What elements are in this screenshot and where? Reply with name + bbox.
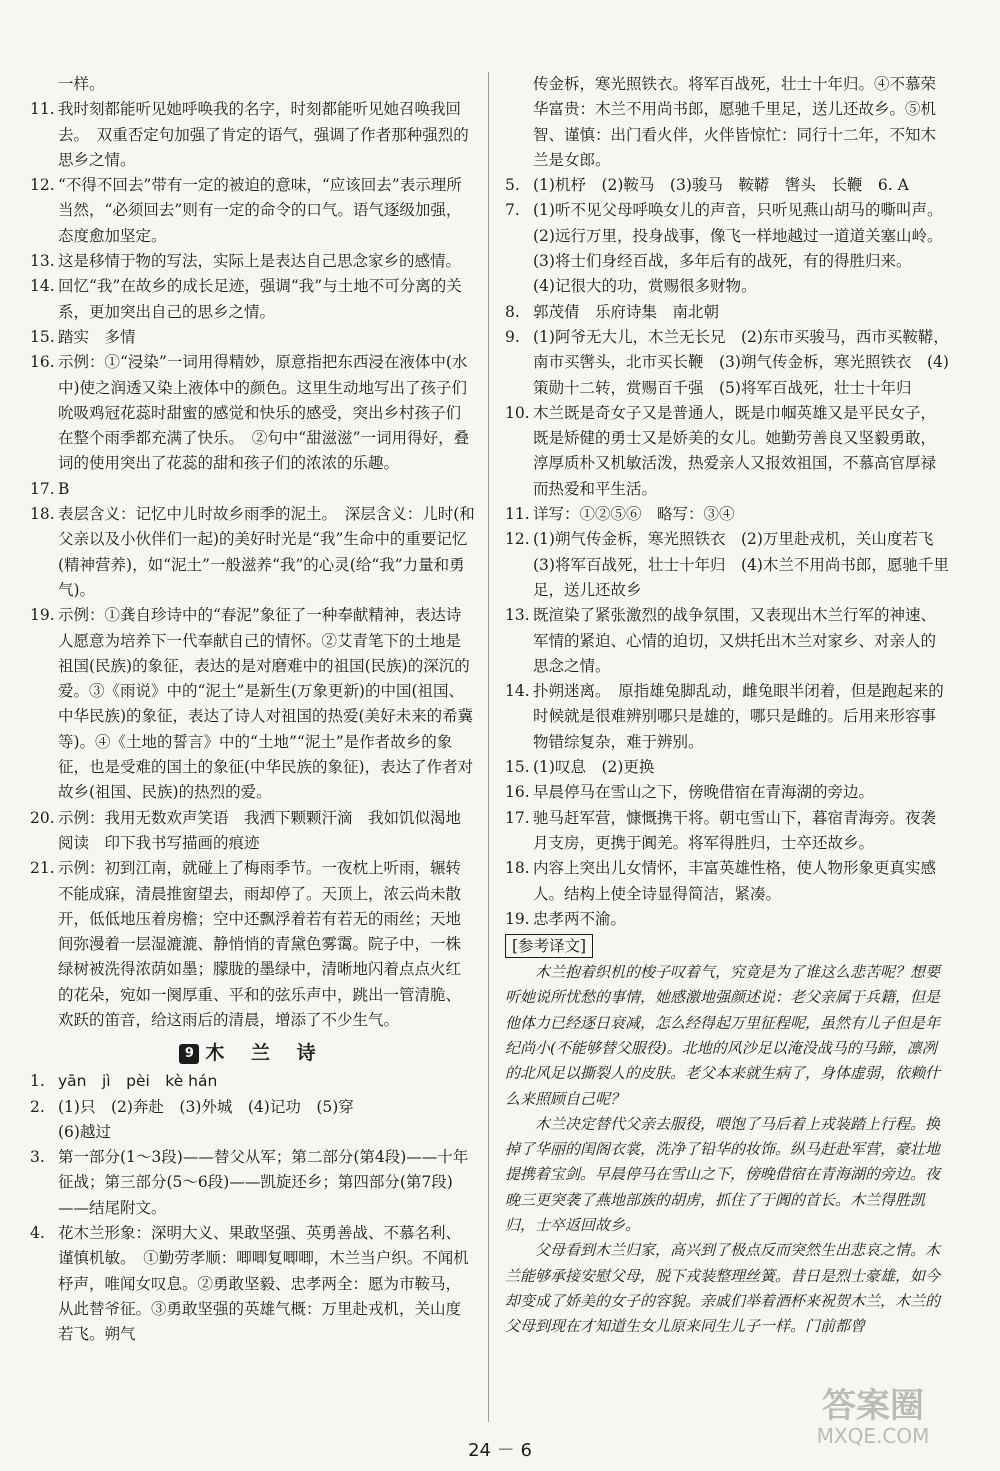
answer-number bbox=[505, 72, 533, 173]
answer-item bbox=[505, 856, 950, 907]
answer-number: 16. bbox=[30, 353, 55, 372]
answer-text: 扑朔迷离。 原指雄兔脚乱动，雌兔眼半闭着，但是跑起来的时候就是很难辨别哪只是雄的，哪只是雌的。后用来形容事物错综复杂，难于辨别。 bbox=[533, 682, 944, 751]
answer-text: B bbox=[58, 479, 70, 498]
answer-number: 16. bbox=[505, 783, 530, 802]
answer-number: 14. bbox=[30, 277, 55, 296]
answers-mulan-part2 bbox=[505, 72, 950, 932]
answer-item bbox=[30, 274, 475, 325]
answer-number: 2. bbox=[30, 1097, 45, 1116]
right-column bbox=[505, 72, 950, 1340]
answer-number bbox=[30, 72, 58, 97]
answer-text: 一样。 bbox=[58, 75, 105, 93]
answer-text: 表层含义：记忆中儿时故乡雨季的泥土。 深层含义：儿时(和父亲以及小伙伴们一起)的美好时光是“我”生命中的重要记忆(精神营养)，如“泥土”一般滋养“我”的心灵(给“我”力量和勇气)。 bbox=[58, 505, 475, 599]
answer-item bbox=[505, 679, 950, 755]
answer-text: (1)朔气传金柝，寒光照铁衣 (2)万里赴戎机，关山度若飞 (3)将军百战死，壮士十年归 (4)木兰不用尚书郎，愿驰千里足，送儿还故乡 bbox=[533, 530, 949, 599]
answer-item bbox=[505, 198, 950, 299]
section-title-text: 木 兰 诗 bbox=[205, 1042, 326, 1065]
answer-text: 详写：①②⑤⑥ 略写：③④ bbox=[533, 505, 735, 524]
left-column bbox=[30, 72, 475, 1348]
answer-text: 这是移情于物的写法，实际上是表达自己思念家乡的感情。 bbox=[58, 252, 462, 271]
answer-item bbox=[505, 806, 950, 857]
answer-item bbox=[30, 97, 475, 173]
answer-number: 12. bbox=[30, 176, 55, 195]
answer-text: 忠孝两不渝。 bbox=[533, 909, 627, 928]
answer-number: 13. bbox=[505, 606, 530, 625]
answer-text: 示例：①“浸染”一词用得精妙，原意指把东西浸在液体中(水中)使之润透又染上液体中的颜色。这里生动地写出了孩子们吮吸鸡冠花蕊时甜蜜的感觉和快乐的感受，突出乡村孩子们在整个雨季都充满了快乐。 ②句中“甜滋滋”一词用得好，叠词的使用突出了花蕊的甜和孩子们的浓浓的乐趣。 bbox=[58, 353, 470, 473]
reference-translation-heading: [参考译文] bbox=[505, 934, 593, 958]
answer-number: 12. bbox=[505, 530, 530, 549]
answer-item bbox=[30, 72, 475, 97]
answer-item bbox=[505, 502, 950, 527]
answer-item bbox=[505, 527, 950, 603]
answer-item bbox=[505, 603, 950, 679]
answer-item bbox=[505, 300, 950, 325]
answer-item bbox=[505, 907, 950, 932]
translation-paragraph: 木兰抱着织机的梭子叹着气，究竟是为了谁这么悲苦呢？想要听她说所忧愁的事情，她感激地强颜述说：老父亲属于兵籍，但是他体力已经逐日衰减，怎么经得起万里征程呢，虽然有儿子但是年纪尚小(不能够替父服役)。北地的风沙足以淹没战马的马蹄，凛冽的北风足以撕裂人的皮肤。老父本来就生病了，身体虚弱，依赖什么来照顾自己呢？ bbox=[505, 963, 941, 1108]
answer-number: 15. bbox=[30, 327, 55, 346]
watermark-logo bbox=[768, 1377, 978, 1449]
answer-item bbox=[30, 1145, 475, 1221]
answer-item bbox=[30, 806, 475, 857]
translation-paragraph: 木兰决定替代父亲去服役，喂饱了马后着上戎装踏上行程。换掉了华丽的闺阁衣裳，洗净了铅华的妆饰。纵马赶赴军营，豪壮地提携着宝剑。早晨停马在雪山之下，傍晚借宿在青海湖的旁边。夜晚三更突袭了燕地部族的胡虏，抓住了于阗的首长。木兰得胜凯归，士卒返回故乡。 bbox=[505, 1114, 941, 1235]
answer-item bbox=[30, 1221, 475, 1347]
answer-item bbox=[30, 1095, 475, 1146]
answer-number: 21. bbox=[30, 859, 55, 878]
answer-text: 内容上突出儿女情怀，丰富英雄性格，使人物形象更真实感人。结构上使全诗显得简洁，紧凑。 bbox=[533, 859, 937, 903]
answer-text: 示例：①龚自珍诗中的“春泥”象征了一种奉献精神，表达诗人愿意为培养下一代奉献自己的情怀。②艾青笔下的土地是祖国(民族)的象征，表达的是对磨难中的祖国(民族)的深沉的爱。③《雨说》中的“泥土”是新生(万象更新)的中国(祖国、中华民族)的象征，表达了诗人对祖国的热爱(美好未来的希冀等)。④《土地的誓言》中的“土地”“泥土”是作者故乡的象征，也是受难的国土的象征(中华民族的象征)，表达了作者对故乡(祖国、民族)的热烈的爱。 bbox=[58, 606, 474, 802]
answer-number: 11. bbox=[30, 100, 55, 119]
answer-item bbox=[30, 173, 475, 249]
answer-item bbox=[505, 780, 950, 805]
answer-item bbox=[505, 173, 950, 198]
answer-number: 10. bbox=[505, 403, 530, 422]
answer-text: 回忆“我”在故乡的成长足迹，强调“我”与土地不可分离的关系，更加突出自己的思乡之情。 bbox=[58, 277, 462, 321]
answer-text: 示例：初到江南，就碰上了梅雨季节。一夜枕上听雨，辗转不能成寐，清晨推窗望去，雨却停了。天顶上，浓云尚未散开，低低地压着房檐；空中还飘浮着若有若无的雨丝；天地间弥漫着一层湿漉漉、静悄悄的青黛色雾霭。院子中，一株绿树被洗得浓荫如墨；朦胧的墨绿中，清晰地闪着点点火红的花朵，宛如一阕厚重、平和的弦乐声中，跳出一管清脆、欢跃的笛音，给这雨后的清晨，增添了不少生气。 bbox=[58, 859, 462, 1029]
answer-number: 18. bbox=[505, 859, 530, 878]
section-number-badge: 9 bbox=[179, 1044, 199, 1064]
answer-text: 花木兰形象：深明大义、果敢坚强、英勇善战、不慕名利、谨慎机敏。 ①勤劳孝顺：唧唧复唧唧，木兰当户织。不闻机杼声，唯闻女叹息。②勇敢坚毅、忠孝两全：愿为市鞍马，从此替爷征。③勇敢坚强的英雄气概：万里赴戎机，关山度若飞。朔气 bbox=[58, 1224, 469, 1344]
answer-text: 第一部分(1～3段)——替父从军；第二部分(第4段)——十年征战；第三部分(5～6段)——凯旋还乡；第四部分(第7段)——结尾附文。 bbox=[58, 1148, 469, 1217]
answer-text: 传金柝，寒光照铁衣。将军百战死，壮士十年归。④不慕荣华富贵：木兰不用尚书郎，愿驰千里足，送儿还故乡。⑤机智、谨慎：出门看火伴，火伴皆惊忙：同行十二年，不知木兰是女郎。 bbox=[533, 75, 937, 169]
answer-number: 1. bbox=[30, 1072, 45, 1091]
answer-text: (1)机杼 (2)鞍马 (3)骏马 鞍鞯 辔头 长鞭 6. A bbox=[533, 176, 909, 195]
answer-number: 13. bbox=[30, 252, 55, 271]
answer-number: 5. bbox=[505, 176, 520, 195]
answer-item bbox=[30, 856, 475, 1033]
answer-number: 19. bbox=[30, 606, 55, 625]
answer-item bbox=[30, 603, 475, 805]
answer-text: (1)听不见父母呼唤女儿的声音，只听见燕山胡马的嘶叫声。 (2)远行万里，投身战事，像飞一样地越过一道道关塞山岭。 (3)将士们身经百战，多年后有的战死，有的得胜归来。 (4)记很大的功，赏赐很多财物。 bbox=[533, 201, 943, 296]
answer-text: (1)只 (2)奔赴 (3)外城 (4)记功 (5)穿 (6)越过 bbox=[58, 1097, 354, 1141]
answer-item bbox=[505, 755, 950, 780]
answer-text: 木兰既是奇女子又是普通人，既是巾帼英雄又是平民女子，既是矫健的勇士又是娇美的女儿。她勤劳善良又坚毅勇敢，淳厚质朴又机敏活泼，热爱亲人又报效祖国，不慕高官厚禄而热爱和平生活。 bbox=[533, 403, 937, 498]
answer-item bbox=[30, 1069, 475, 1094]
answer-number: 8. bbox=[505, 302, 520, 321]
answer-item bbox=[30, 249, 475, 274]
answers-mulan-part1 bbox=[30, 1069, 475, 1347]
answer-text: 示例：我用无数欢声笑语 我洒下颗颗汗滴 我如饥似渴地阅读 印下我书写描画的痕迹 bbox=[58, 808, 462, 852]
answer-item bbox=[30, 502, 475, 603]
answer-text: (1)阿爷无大儿，木兰无长兄 (2)东市买骏马，西市买鞍鞯，南市买辔头，北市买长鞭 (3)朔气传金柝，寒光照铁衣 (4)策勋十二转，赏赐百千强 (5)将军百战死，壮士十年归 bbox=[533, 327, 949, 397]
answer-number: 18. bbox=[30, 505, 55, 524]
answer-number: 20. bbox=[30, 808, 55, 827]
answer-text: 驰马赶军营，慷慨携干将。朝屯雪山下，暮宿青海旁。夜袭月支房，更携于阗羌。将军得胜归，士卒还故乡。 bbox=[533, 808, 937, 852]
answer-text: “不得不回去”带有一定的被迫的意味，“应该回去”表示理所当然，“必须回去”则有一定的命令的口气。语气逐级加强，态度愈加坚定。 bbox=[58, 176, 462, 245]
answer-text: 早晨停马在雪山之下，傍晚借宿在青海湖的旁边。 bbox=[533, 783, 875, 802]
answer-text: 我时刻都能听见她呼唤我的名字，时刻都能听见她召唤我回去。 双重否定句加强了肯定的语气，强调了作者那种强烈的思乡之情。 bbox=[58, 100, 469, 169]
answer-number: 11. bbox=[505, 505, 530, 524]
answer-number: 17. bbox=[505, 808, 530, 827]
reference-translation bbox=[505, 960, 950, 1339]
answer-item bbox=[30, 350, 475, 476]
answer-number: 14. bbox=[505, 682, 530, 701]
page-number: 24 － 6 bbox=[468, 1440, 532, 1461]
watermark-subtext: MXQE.COM bbox=[816, 1424, 930, 1448]
answers-previous-lesson bbox=[30, 72, 475, 1033]
answer-number: 4. bbox=[30, 1224, 45, 1243]
section-title bbox=[30, 1039, 475, 1067]
answer-item bbox=[505, 401, 950, 502]
answer-text: (1)叹息 (2)更换 bbox=[533, 758, 655, 777]
answer-item bbox=[30, 477, 475, 502]
answer-text: 郭茂倩 乐府诗集 南北朝 bbox=[533, 302, 720, 321]
answer-number: 19. bbox=[505, 909, 530, 928]
answer-text: yān jì pèi kè hán bbox=[58, 1072, 218, 1091]
watermark-text: 答案圈 bbox=[822, 1386, 924, 1426]
translation-paragraph: 父母看到木兰归家，高兴到了极点反而突然生出悲哀之情。木兰能够承接安慰父母，脱下戎装整理丝簧。昔日是烈士豪雄，如今却变成了娇美的女子的容貌。亲戚们举着酒杯来祝贺木兰，木兰的父母到现在才知道生女儿原来同生儿子一样。门前都曾 bbox=[505, 1241, 941, 1336]
answer-text: 既渲染了紧张激烈的战争氛围，又表现出木兰行军的神速、军情的紧迫、心情的迫切，又烘托出木兰对家乡、对亲人的思念之情。 bbox=[533, 606, 937, 675]
answer-number: 7. bbox=[505, 201, 520, 220]
answer-item bbox=[505, 325, 950, 401]
answer-item bbox=[30, 325, 475, 350]
answer-number: 15. bbox=[505, 758, 530, 777]
column-divider bbox=[488, 72, 489, 1422]
answer-text: 踏实 多情 bbox=[58, 327, 136, 346]
answer-number: 9. bbox=[505, 327, 520, 346]
answer-number: 3. bbox=[30, 1148, 45, 1167]
answer-item bbox=[505, 72, 950, 173]
answer-number: 17. bbox=[30, 479, 55, 498]
